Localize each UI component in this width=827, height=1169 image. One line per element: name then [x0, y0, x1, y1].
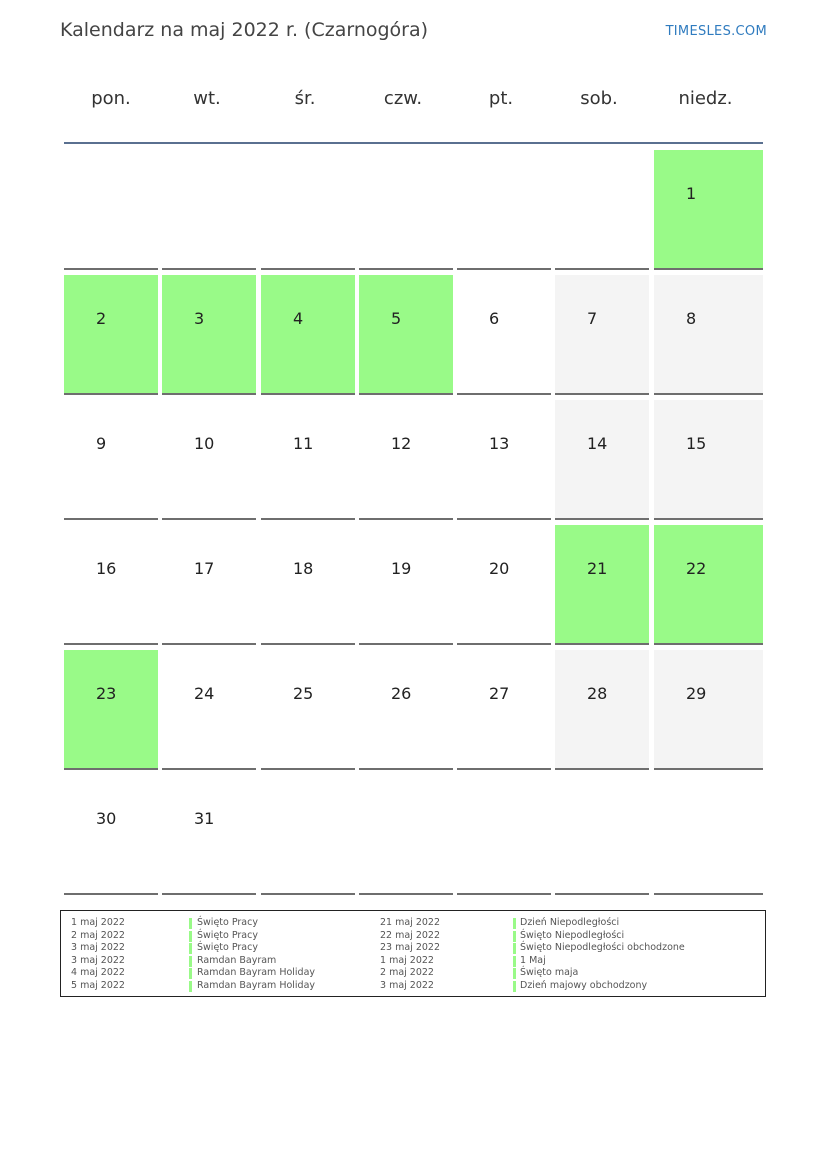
- legend-date: 2 maj 2022: [71, 929, 125, 941]
- empty-day-cell: [261, 775, 355, 895]
- day-cell-27: [457, 650, 551, 770]
- legend-date: 5 maj 2022: [71, 980, 125, 991]
- legend-holiday-name: Święto Pracy: [197, 917, 258, 928]
- day-number: 31: [194, 809, 215, 828]
- legend-holiday-name: Dzień Niepodległości: [520, 917, 620, 928]
- day-cell-10: [162, 400, 256, 520]
- day-cell-26: [359, 650, 453, 770]
- empty-day-cell: [359, 150, 453, 270]
- day-number: 9: [96, 434, 107, 453]
- day-number: 17: [194, 559, 215, 578]
- weekday-label: śr.: [294, 88, 316, 109]
- day-cell-16: [64, 525, 158, 645]
- legend-date: 3 maj 2022: [71, 954, 125, 966]
- legend-holiday-name: Święto Niepodległości obchodzone: [520, 942, 685, 954]
- day-cell-29: [654, 650, 763, 770]
- day-number: 30: [96, 809, 117, 828]
- day-number: 10: [194, 434, 215, 453]
- day-cell-1: [654, 150, 763, 270]
- weekday-label: niedz.: [678, 88, 733, 109]
- holiday-color-marker: [189, 918, 192, 929]
- legend-date: 23 maj 2022: [380, 942, 441, 954]
- empty-day-cell: [457, 775, 551, 895]
- weekday-label: pt.: [488, 88, 514, 109]
- day-number: 25: [293, 684, 314, 703]
- empty-day-cell: [654, 775, 763, 895]
- day-number: 1: [686, 184, 697, 203]
- legend-holiday-name: Święto Pracy: [197, 942, 258, 954]
- legend-date: 21 maj 2022: [380, 917, 441, 928]
- day-number: 12: [391, 434, 412, 453]
- day-cell-24: [162, 650, 256, 770]
- holiday-color-marker: [513, 956, 516, 967]
- day-number: 5: [391, 309, 402, 328]
- day-number: 14: [587, 434, 608, 453]
- day-cell-21: [555, 525, 649, 645]
- empty-day-cell: [64, 150, 158, 270]
- day-number: 22: [686, 559, 707, 578]
- holiday-color-marker: [189, 931, 192, 942]
- day-number: 29: [686, 684, 707, 703]
- empty-day-cell: [261, 150, 355, 270]
- day-cell-5: [359, 275, 453, 395]
- legend-holiday-name: 1 Maj: [520, 954, 546, 966]
- day-cell-23: [64, 650, 158, 770]
- holiday-color-marker: [513, 981, 516, 992]
- day-number: 23: [96, 684, 117, 703]
- day-number: 3: [194, 309, 205, 328]
- empty-day-cell: [457, 150, 551, 270]
- day-cell-9: [64, 400, 158, 520]
- legend-holiday-name: Święto Pracy: [197, 929, 258, 941]
- legend-date: 1 maj 2022: [380, 954, 434, 966]
- day-number: 19: [391, 559, 412, 578]
- empty-day-cell: [555, 150, 649, 270]
- empty-day-cell: [162, 150, 256, 270]
- weekday-label: czw.: [383, 88, 423, 109]
- day-number: 8: [686, 309, 697, 328]
- weekday-label: wt.: [193, 88, 221, 109]
- day-number: 18: [293, 559, 314, 578]
- brand-link[interactable]: TIMESLES.COM: [665, 24, 767, 39]
- holiday-color-marker: [513, 918, 516, 929]
- day-number: 7: [587, 309, 598, 328]
- day-number: 21: [587, 559, 608, 578]
- day-cell-17: [162, 525, 256, 645]
- legend-date: 22 maj 2022: [380, 929, 441, 941]
- legend-holiday-name: Ramdan Bayram Holiday: [197, 967, 316, 979]
- holiday-color-marker: [189, 943, 192, 954]
- legend-holiday-name: Święto maja: [520, 967, 579, 979]
- holiday-color-marker: [513, 943, 516, 954]
- day-cell-19: [359, 525, 453, 645]
- day-number: 24: [194, 684, 215, 703]
- legend-holiday-name: Dzień majowy obchodzony: [520, 980, 648, 991]
- empty-day-cell: [555, 775, 649, 895]
- holiday-color-marker: [513, 968, 516, 979]
- day-number: 16: [96, 559, 117, 578]
- day-number: 11: [293, 434, 314, 453]
- day-number: 4: [293, 309, 304, 328]
- weekday-label: sob.: [580, 88, 618, 109]
- day-cell-31: [162, 775, 256, 895]
- day-cell-11: [261, 400, 355, 520]
- day-cell-4: [261, 275, 355, 395]
- day-cell-15: [654, 400, 763, 520]
- day-number: 13: [489, 434, 510, 453]
- day-number: 2: [96, 309, 107, 328]
- day-cell-28: [555, 650, 649, 770]
- day-cell-8: [654, 275, 763, 395]
- empty-day-cell: [359, 775, 453, 895]
- day-number: 28: [587, 684, 608, 703]
- day-cell-14: [555, 400, 649, 520]
- day-number: 15: [686, 434, 707, 453]
- legend-date: 3 maj 2022: [380, 980, 434, 991]
- day-number: 27: [489, 684, 510, 703]
- weekday-label: pon.: [91, 88, 131, 109]
- day-cell-3: [162, 275, 256, 395]
- day-number: 20: [489, 559, 510, 578]
- holiday-legend: [60, 910, 766, 997]
- day-cell-7: [555, 275, 649, 395]
- day-cell-12: [359, 400, 453, 520]
- day-cell-6: [457, 275, 551, 395]
- holiday-color-marker: [189, 956, 192, 967]
- legend-date: 4 maj 2022: [71, 967, 125, 979]
- day-cell-2: [64, 275, 158, 395]
- day-cell-22: [654, 525, 763, 645]
- day-cell-13: [457, 400, 551, 520]
- legend-holiday-name: Ramdan Bayram Holiday: [197, 980, 316, 991]
- day-number: 6: [489, 309, 500, 328]
- day-cell-20: [457, 525, 551, 645]
- holiday-color-marker: [513, 931, 516, 942]
- legend-date: 2 maj 2022: [380, 967, 434, 979]
- legend-date: 3 maj 2022: [71, 942, 125, 954]
- day-cell-25: [261, 650, 355, 770]
- day-number: 26: [391, 684, 412, 703]
- holiday-color-marker: [189, 968, 192, 979]
- legend-holiday-name: Święto Niepodległości: [520, 929, 625, 941]
- holiday-color-marker: [189, 981, 192, 992]
- legend-date: 1 maj 2022: [71, 917, 125, 928]
- day-cell-30: [64, 775, 158, 895]
- day-cell-18: [261, 525, 355, 645]
- page-title: Kalendarz na maj 2022 r. (Czarnogóra): [60, 19, 429, 41]
- legend-holiday-name: Ramdan Bayram: [197, 954, 277, 966]
